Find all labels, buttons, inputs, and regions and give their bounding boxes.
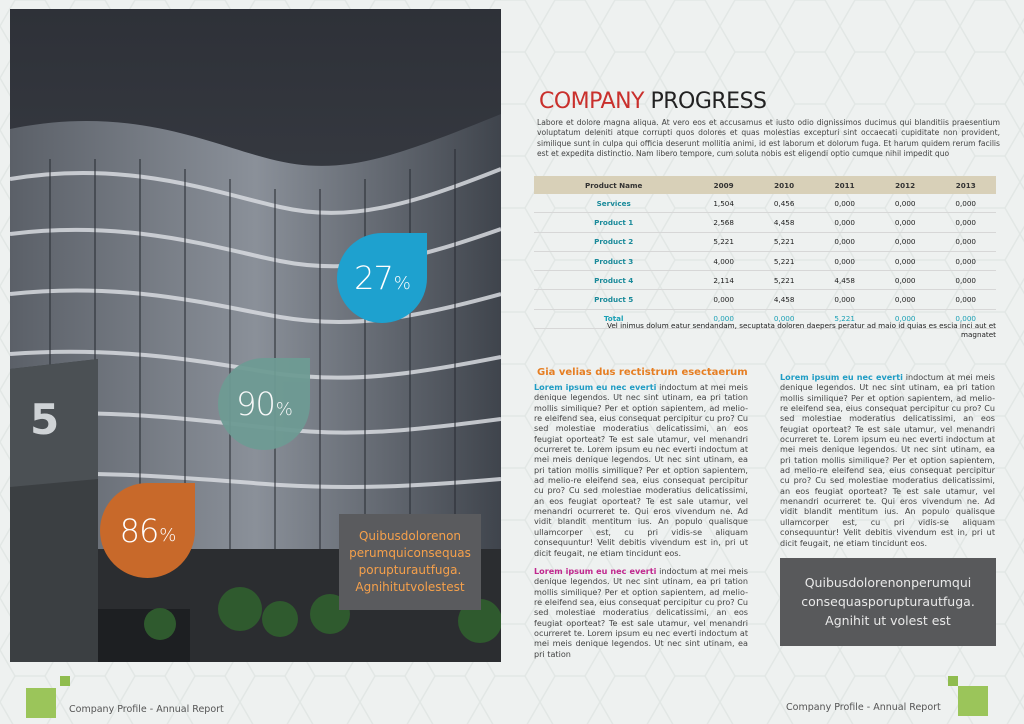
table-cell: 0,000 (875, 251, 936, 270)
paragraph (534, 382, 748, 558)
title-word-progress: PROGRESS (650, 89, 767, 114)
section-subheading: Gia velias dus rectistrum esectaerum (537, 367, 748, 378)
table-cell: 0,000 (875, 213, 936, 232)
table-cell: 0,000 (693, 309, 754, 328)
table-cell: 0,000 (935, 290, 996, 309)
table-cell: 0,000 (875, 232, 936, 251)
table-cell: 5,221 (814, 309, 875, 328)
column-header: 2013 (935, 176, 996, 194)
stat-unit: % (275, 398, 292, 420)
quote-line: Quibusdolorenon (358, 529, 462, 543)
table-cell: 4,458 (814, 271, 875, 290)
table-row (534, 194, 996, 213)
footer-square-small-left (60, 676, 70, 686)
table-row (534, 290, 996, 309)
intro-paragraph: Labore et dolore magna aliqua. At vero eos et accusamus et iusto odio dignissimos ducimus qui blanditiis praesentium voluptatum deleniti atque corrupti quos dolores et quas molestias excepturi sint occaecati cupiditate non provident, similique sunt in culpa qui officia deserunt mollitia animi, id est laborum et dolorum fuga. Et harum quidem rerum facilis est et expedita distinctio. Nam libero tempore, cum soluta nobis est eligendi optio cumque nihil impedit quo (537, 118, 1000, 159)
table-cell: 4,000 (693, 251, 754, 270)
quote-line: Agnihit ut volest est (825, 613, 951, 628)
progress-table (534, 176, 996, 329)
footer-square-right (958, 686, 988, 716)
table-cell: 0,000 (935, 213, 996, 232)
table-cell: 5,221 (754, 232, 815, 251)
paragraph-text: indoctum at mei meis denique legendos. Ut nec sint utinam, ea pri tation mollis similique? Per et option sapientem, ad melio-re eleifend sea, eius consequat percipitur cu pro? Cu sed molestiae moderatius delicatissimi, an eos feugiat oporteat? Te est sale utamur, vel menandri ocurreret te. Lorem ipsum eu nec everti indoctum at mei meis denique legendos. Ut nec sint utinam, ea pri tation mollis similique? Per et option sapientem, ad melio-re eleifend sea, eius consequat percipitur cu pro? Cu sed molestiae moderatius delicatissimi, an eos feugiat oporteat? Te est sale utamur, vel menandri ocurreret te. Qui eros vivendum ne. Ad vidit blandit mentitum ius. An populo qualisque ullamcorper est, cu pri vidis-se aliquam consequuntur! Velit debitis vivendum est in, pri ut dicit feugait, ne etiam tincidunt eos. (780, 372, 995, 548)
quote-line: Agnihitutvolestest (355, 580, 465, 594)
stat-value: 27 (354, 259, 393, 297)
table-row (534, 271, 996, 290)
table-cell: 2,114 (693, 271, 754, 290)
table-cell: 0,000 (935, 309, 996, 328)
table-cell: 5,221 (754, 271, 815, 290)
table-cell: 0,000 (814, 251, 875, 270)
table-cell: 0,000 (935, 271, 996, 290)
text-column-right (780, 372, 995, 556)
quote-line: consequasporupturautfuga. (801, 594, 975, 609)
table-cell: 0,000 (875, 309, 936, 328)
quote-line: porupturautfuga. (358, 563, 462, 577)
table-cell: 0,000 (875, 271, 936, 290)
footer-square-left (26, 688, 56, 718)
footer-left: Company Profile - Annual Report (69, 704, 224, 715)
stat-drop-90 (218, 358, 310, 450)
footer-right: Company Profile - Annual Report (786, 702, 941, 713)
column-header: 2011 (814, 176, 875, 194)
title-word-company: COMPANY (539, 89, 644, 114)
paragraph-text: indoctum at mei meis denique legendos. Ut nec sint utinam, ea pri tation mollis similique? Per et option sapientem, ad melio-re eleifend sea, eius consequat percipitur cu pro? Cu sed molestiae moderatius delicatissimi, an eos feugiat oporteat? Te est sale utamur, vel menandri ocurreret te. Lorem ipsum eu nec everti indoctum at mei meis denique legendos. Ut nec sint utinam, ea pri tation mollis similique? Per et option sapientem, ad melio-re eleifend sea, eius consequat percipitur cu pro? Cu sed molestiae moderatius delicatissimi, an eos feugiat oporteat? Te est sale utamur, vel menandri ocurreret te. Qui eros vivendum ne. Ad vidit blandit mentitum ius. An populo qualisque ullamcorper est, cu pri vidis-se aliquam consequuntur! Velit debitis vivendum est in, pri ut dicit feugait, ne etiam tincidunt eos. (534, 382, 748, 558)
table-cell: 0,000 (754, 309, 815, 328)
paragraph-lead: Lorem ipsum eu nec everti (534, 565, 657, 576)
table-cell: 4,458 (754, 290, 815, 309)
row-label: Product 2 (534, 232, 693, 251)
paragraph-lead: Lorem ipsum eu nec everti (534, 382, 657, 392)
table-cell: 0,000 (814, 232, 875, 251)
table-cell: 0,000 (814, 213, 875, 232)
table-row (534, 251, 996, 270)
table-cell: 2,568 (693, 213, 754, 232)
stat-unit: % (393, 272, 410, 294)
table-cell: 0,000 (693, 290, 754, 309)
table-cell: 0,000 (935, 232, 996, 251)
table-cell: 0,000 (814, 290, 875, 309)
stat-value: 86 (119, 511, 159, 550)
row-label: Product 4 (534, 271, 693, 290)
paragraph (534, 566, 748, 659)
stat-value: 90 (236, 385, 275, 423)
table-cell: 1,504 (693, 194, 754, 213)
paragraph-lead: Lorem ipsum eu nec everti (780, 372, 903, 382)
table-cell: 0,000 (814, 194, 875, 213)
row-label: Services (534, 194, 693, 213)
table-cell: 5,221 (754, 251, 815, 270)
table-row (534, 232, 996, 251)
column-header: 2010 (754, 176, 815, 194)
row-label: Product 1 (534, 213, 693, 232)
table-cell: 0,000 (935, 251, 996, 270)
stat-drop-86 (100, 483, 195, 578)
table-row (534, 213, 996, 232)
photo-quote-box (339, 514, 481, 610)
pull-quote-box (780, 558, 996, 646)
column-header: Product Name (534, 176, 693, 194)
table-cell: 0,000 (935, 194, 996, 213)
building-sign-number: 5 (30, 395, 60, 444)
paragraph (780, 372, 995, 548)
quote-line: perumquiconsequas (349, 546, 471, 560)
paragraph-text: indoctum at mei meis denique legendos. Ut nec sint utinam, ea pri tation mollis similique? Per et option sapientem, ad melio-re eleifend sea, eius consequat percipitur cu pro? Cu sed molestiae moderatius delicatissimi, an eos feugiat oporteat? Te est sale utamur, vel menandri ocurreret te. Lorem ipsum eu nec everti indoctum at mei meis denique legendos. Ut nec sint utinam, ea pri tation (534, 565, 748, 659)
table-header-row (534, 176, 996, 194)
row-label: Total (534, 309, 693, 328)
stat-drop-27 (337, 233, 427, 323)
footer-square-small-right (948, 676, 958, 686)
text-column-left (534, 382, 748, 667)
page-title (539, 89, 767, 114)
table-cell: 5,221 (693, 232, 754, 251)
table-cell: 0,000 (875, 194, 936, 213)
column-header: 2012 (875, 176, 936, 194)
column-header: 2009 (693, 176, 754, 194)
table-cell: 4,458 (754, 213, 815, 232)
table-caption: Vel inimus dolum eatur sendandam, secuptata doloren daepers peratur ad maio id quias es escia inci aut et magnatet (607, 321, 996, 339)
table-cell: 0,456 (754, 194, 815, 213)
row-label: Product 5 (534, 290, 693, 309)
quote-line: Quibusdolorenonperumqui (804, 575, 972, 590)
row-label: Product 3 (534, 251, 693, 270)
stat-unit: % (159, 525, 176, 546)
table-cell: 0,000 (875, 290, 936, 309)
